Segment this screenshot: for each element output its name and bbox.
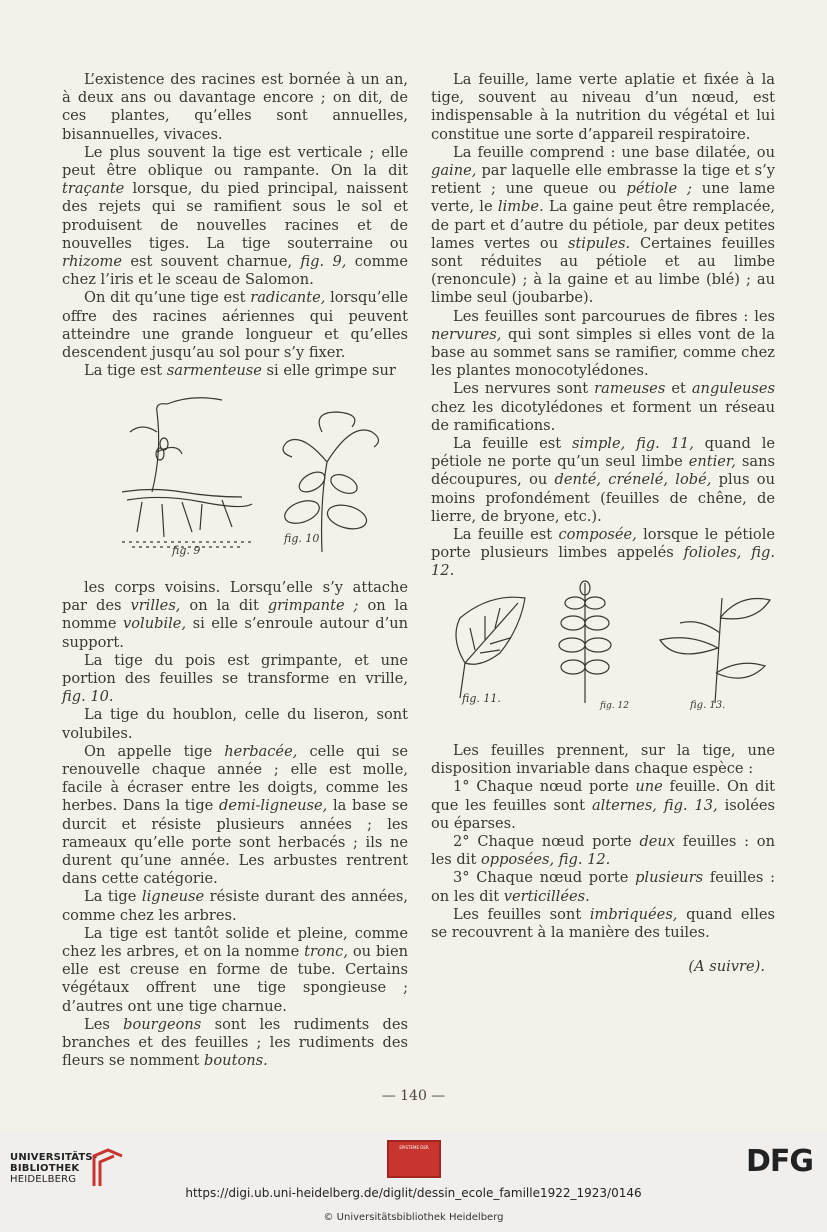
italic-term: rhizome <box>62 253 122 271</box>
fig-12-compound-leaf-sketch <box>559 581 611 703</box>
dfg-logo[interactable]: DFG <box>745 1144 813 1179</box>
text-run: Les nervures sont <box>453 380 595 398</box>
paragraph <box>62 888 408 924</box>
italic-term: tronc, <box>304 943 348 961</box>
italic-term: traçante <box>62 180 125 198</box>
italic-term: volubile, <box>123 615 187 633</box>
text-run: Certaines feuilles sont réduites au pétiole et au limbe (renoncule) ; à la gaine et au limbe (blé) ; au limbe seul (joubarbe). <box>431 234 775 307</box>
continuation-note: (A suivre). <box>688 958 765 976</box>
copyright-notice: © Universitätsbibliothek Heidelberg <box>323 1212 504 1223</box>
text-run: lorsqu’elle offre des racines aériennes qui peuvent atteindre une grande longueur et qu’elles descendent jusqu’au sol pour s’y fixer. <box>62 289 409 362</box>
library-name-line3: HEIDELBERG <box>10 1174 77 1185</box>
italic-term: pétiole ; <box>626 180 692 198</box>
italic-term: demi-ligneuse, <box>219 797 328 815</box>
italic-term: une <box>635 778 663 796</box>
paragraph: La feuille, lame verte aplatie et fixée à la tige, souvent au niveau d’un nœud, est indispensable à la nutrition du végétal et lui constitue une sorte d’appareil respiratoire. <box>431 71 775 143</box>
text-run: La tige du pois est grimpante, et une portion des feuilles se transforme en vrille, <box>62 651 408 688</box>
text-run: est souvent charnue, <box>122 253 301 271</box>
text-run: on la nomme <box>62 597 408 633</box>
paragraph <box>62 289 408 362</box>
library-footer <box>0 1132 827 1232</box>
text-run: résiste durant des années, comme chez les arbres. <box>62 888 408 924</box>
fig-9-label: fig. 9 <box>172 544 201 557</box>
paragraph <box>62 743 408 889</box>
text-run: On appelle tige <box>84 742 225 760</box>
text-run: quand elles se recouvrent à la manière des tuiles. <box>431 905 775 942</box>
italic-term: vrilles, <box>130 597 181 615</box>
text-run: La tige est <box>84 362 167 380</box>
text-run: par laquelle elle embrasse la tige et s’y retient ; une queue ou <box>431 162 775 198</box>
text-run: On dit qu’une tige est <box>84 289 251 307</box>
figure-9-10-drawing <box>122 392 390 562</box>
text-run: quand le pétiole ne porte qu’un seul limbe <box>431 435 776 471</box>
text-run: chez les dicotylédones et forment un réseau de ramifications. <box>431 398 775 434</box>
right-column-bottom <box>431 742 775 976</box>
library-name <box>10 1152 97 1185</box>
paragraph <box>62 925 408 1016</box>
paragraph: La tige du houblon, celle du liseron, sont volubiles. <box>62 706 408 742</box>
left-column-top <box>62 71 408 380</box>
text-run: si elle grimpe sur <box>261 362 396 380</box>
text-run: feuilles : on les dit <box>431 869 775 905</box>
italic-term: radicante, <box>250 289 326 307</box>
italic-term: nervures, <box>431 325 502 343</box>
text-run: qui sont simples si elles vont de la base au sommet sans se ramifier, comme chez les plantes monocotylédones. <box>431 325 775 380</box>
italic-term: denté, crénelé, lobé, <box>554 471 712 489</box>
italic-term: limbe. <box>497 198 544 216</box>
text-run: 2° Chaque nœud porte <box>453 833 640 851</box>
text-run: La tige est tantôt solide et pleine, comme chez les arbres, et on la nomme <box>62 924 408 961</box>
fig-11-simple-leaf-sketch <box>456 597 525 698</box>
fig-13-alternate-leaves-sketch <box>660 598 770 703</box>
paragraph <box>431 380 775 435</box>
paragraph <box>431 526 775 581</box>
fig-11-label: fig. 11. <box>462 692 501 705</box>
text-run: lorsque le pétiole porte plusieurs limbes appelés <box>431 526 776 562</box>
italic-term: imbriquées, <box>589 905 678 923</box>
text-run: 1° Chaque nœud porte <box>453 778 636 796</box>
text-run: lorsque, du pied principal, naissent des rejets qui se ramifient sous le sol et produisent de nouvelles racines et de nouvelles tiges. La tige souterraine ou <box>62 180 408 252</box>
paragraph: L’existence des racines est bornée à un an, à deux ans ou davantage encore ; on dit, de ces plantes, qu’elles sont annuelles, bisannuelles, vivaces. <box>62 71 408 143</box>
italic-term: sarmenteuse <box>166 362 262 380</box>
italic-term: fig. 9, <box>300 253 347 271</box>
text-run: La gaine peut être remplacée, de part et d’autre du pétiole, par deux petites lames vertes ou <box>431 198 775 252</box>
italic-term: stipules. <box>567 234 631 252</box>
text-run: celle qui se renouvelle chaque année ; elle est molle, facile à écraser entre les doigts, comme les herbes. Dans la tige <box>62 742 408 815</box>
paragraph <box>431 308 775 381</box>
fig-10-pea-tendril-sketch <box>282 412 379 552</box>
fig-12-label: fig. 12 <box>600 701 629 711</box>
text-run: Les feuilles sont parcourues de fibres : les <box>453 307 775 325</box>
episteme-seal-logo[interactable] <box>387 1140 441 1178</box>
paragraph <box>431 833 775 869</box>
text-run: La feuille comprend : une base dilatée, ou <box>453 143 775 161</box>
text-run: comme chez l’iris et le sceau de Salomon. <box>62 253 408 289</box>
italic-term: deux <box>639 833 676 851</box>
right-bottom-paragraphs <box>431 742 775 942</box>
text-run: et <box>665 380 692 398</box>
text-run: ou bien elle est creuse en forme de tube. Certains végétaux offrent une tige spongieuse ; d’autres ont une tige charnue. <box>62 943 408 1015</box>
italic-term: folioles, fig. 12. <box>431 544 775 580</box>
paragraph <box>431 144 775 308</box>
text-run: les corps voisins. Lorsqu’elle s’y attache par des <box>62 579 408 615</box>
paragraph <box>62 1016 408 1071</box>
paragraph <box>62 579 408 652</box>
italic-term: anguleuses <box>691 380 776 398</box>
paragraph <box>431 778 775 833</box>
library-name-line2: BIBLIOTHEK <box>10 1163 80 1174</box>
italic-term: simple, fig. 11, <box>571 435 694 453</box>
paragraph <box>62 362 408 380</box>
paragraph <box>62 144 408 290</box>
fig-10-label: fig. 10 <box>284 532 320 545</box>
paragraph: Les feuilles prennent, sur la tige, une disposition invariable dans chaque espèce : <box>431 742 775 778</box>
right-column-top <box>431 71 775 581</box>
italic-term: fig. 10. <box>62 688 114 706</box>
fig-9-rhizome-sketch <box>122 398 252 547</box>
italic-term: entier, <box>688 453 736 471</box>
italic-term: composée, <box>558 526 637 544</box>
italic-term: alternes, fig. 13, <box>591 796 718 814</box>
text-run: La feuille est <box>453 526 559 544</box>
page-number: — 140 — <box>381 1088 446 1104</box>
library-mark-icon <box>90 1148 126 1188</box>
text-run: Les feuilles sont <box>453 905 590 923</box>
text-run: Le plus souvent la tige est verticale ; elle peut être oblique ou rampante. On la dit <box>62 143 408 180</box>
text-run: sans découpures, ou <box>431 453 775 489</box>
fig-13-label: fig. 13. <box>690 700 726 711</box>
seal-text: EPISTEME DER <box>399 1145 429 1150</box>
italic-term: gaine, <box>431 162 477 180</box>
text-run: si elle s’enroule autour d’un support. <box>62 615 409 651</box>
left-column-bottom <box>62 579 408 1070</box>
italic-term: opposées, fig. 12. <box>480 851 611 869</box>
italic-term: bourgeons <box>123 1015 202 1033</box>
paragraph <box>62 652 408 707</box>
italic-term: boutons. <box>204 1052 268 1070</box>
figure-11-13-drawing <box>440 578 776 714</box>
text-run: une lame verte, le <box>431 180 775 216</box>
text-run: feuilles : on les dit <box>431 833 775 869</box>
text-run: plus ou moins profondément (feuilles de chêne, de lierre, de bryone, etc.). <box>431 471 775 525</box>
paragraph <box>431 906 775 942</box>
text-run: feuille. On dit que les feuilles sont <box>431 778 775 814</box>
italic-term: rameuses <box>594 380 666 398</box>
paragraph <box>431 869 775 905</box>
text-run: isolées ou éparses. <box>431 796 775 832</box>
permalink-url[interactable]: https://digi.ub.uni-heidelberg.de/diglit/dessin_ecole_famille1922_1923/0146 <box>185 1186 642 1200</box>
text-run: 3° Chaque nœud porte <box>453 869 636 887</box>
text-run: la base se durcit et résiste plusieurs années ; les rameaux qu’elle porte sont herbacés ; ils ne durent qu’une année. Les arbustes rentrent dans cette catégorie. <box>62 797 408 888</box>
italic-term: verticillées. <box>503 887 590 905</box>
text-run: on la dit <box>180 597 268 615</box>
italic-term: plusieurs <box>635 869 704 887</box>
library-name-line1: UNIVERSITÄTS- <box>10 1152 98 1163</box>
italic-term: herbacée, <box>224 742 298 760</box>
italic-term: grimpante ; <box>267 597 359 615</box>
text-run: La feuille est <box>453 435 572 453</box>
italic-term: ligneuse <box>141 888 205 906</box>
text-run: La tige <box>84 888 142 906</box>
text-run: sont les rudiments des branches et des feuilles ; les rudiments des fleurs se nomment <box>62 1015 408 1070</box>
text-run: Les <box>84 1015 124 1033</box>
paragraph <box>431 435 775 526</box>
